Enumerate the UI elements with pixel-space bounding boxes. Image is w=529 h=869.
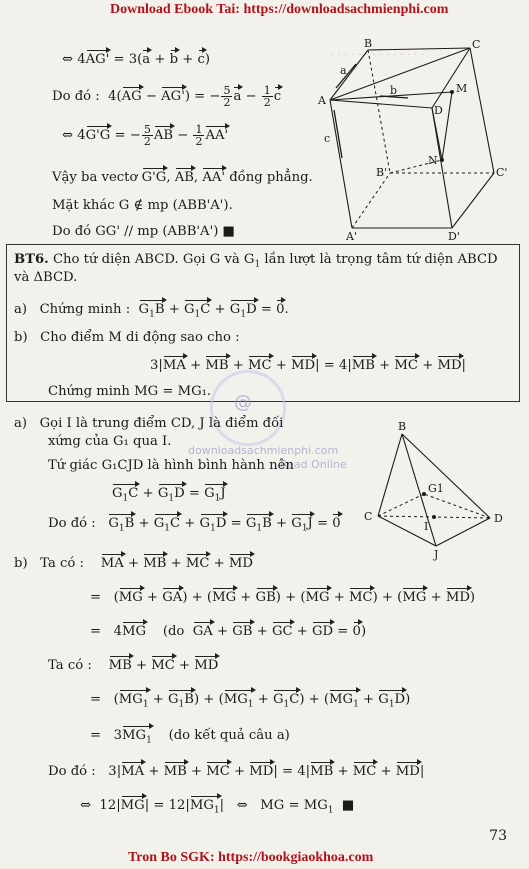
label-G1: G1 <box>428 482 444 495</box>
segment-CG1-hidden <box>378 494 424 516</box>
label-J: J <box>434 548 439 561</box>
label-C: C <box>472 38 481 51</box>
sol-a-prefix: a) <box>14 416 28 431</box>
label-D-prime: D' <box>448 230 460 243</box>
sol-a-result: Do đó : $G_1B + G_1C + G_1D = G_1B + G_1J = 0$ <box>48 516 341 537</box>
prism-figure <box>312 38 524 244</box>
label-I: I <box>424 520 429 533</box>
vector-c-arrow <box>334 110 342 158</box>
bt6-part-b-prove: Chứng minh MG = MG₁. <box>48 384 212 399</box>
edge-BB1-hidden <box>368 50 390 173</box>
label-vec-c: c <box>324 132 331 145</box>
sol-b-line7: Do đó : 3|MA + MB + MC + MD| = 4|MB + MC + MD| <box>48 764 425 779</box>
point-M <box>450 90 454 94</box>
bt6-statement-1b: lần lượt là trọng tâm tứ diện ABCD <box>264 252 498 267</box>
label-C: C <box>364 510 373 523</box>
eq-prefix: Do đó : <box>52 89 100 104</box>
eq-4AG-prime: ⇔ 4AG' = 3(a + b + c) <box>62 52 211 67</box>
point-G1 <box>422 492 426 496</box>
sol-b-line1: b) Ta có : MA + MB + MC + MD <box>14 556 253 571</box>
bt6-statement-line1: BT6. Cho tứ diện ABCD. Gọi G và $G_1$ lần lượt là trọng tâm tứ diện ABCD <box>14 252 498 270</box>
text-dong-phang: Vậy ba vectơ G'G, AB, AA' đồng phẳng. <box>52 170 313 185</box>
bt6-part-b <box>14 330 240 346</box>
label-A-prime: A' <box>346 230 357 243</box>
bt6-label: BT6. <box>14 252 49 267</box>
label-B: B <box>398 420 407 433</box>
label-N: N <box>428 154 438 167</box>
footer-banner[interactable]: Tron Bo SGK: https://bookgiaokhoa.com <box>128 850 374 865</box>
page-number: 73 <box>489 828 507 844</box>
edge-BC <box>378 434 402 516</box>
bt6-statement-1: Cho tứ diện ABCD. Gọi G và G <box>52 252 255 267</box>
watermark-tagline: Read Online <box>280 458 347 471</box>
point-N <box>440 158 444 162</box>
sol-a-do-do: Do đó : <box>48 516 96 531</box>
bt6-part-a: a) Chứng minh : $G_1B + G_1C + G_1D = 0$. <box>14 302 289 323</box>
sol-b-ta-co: Ta có : <box>40 556 84 571</box>
label-C-prime: C' <box>496 166 508 179</box>
label-A: A <box>318 94 326 107</box>
sol-b-line3: = 4MG (do GA + GB + GC + GD = 0) <box>90 624 367 639</box>
point-I <box>432 515 436 519</box>
header-banner[interactable]: Download Ebook Tai: https://downloadsachmienphi.com <box>110 2 449 17</box>
label-D: D <box>494 512 503 525</box>
edge-D1C1 <box>452 173 494 228</box>
sol-b-line4: Ta có : MB + MC + MD <box>48 658 219 673</box>
edge-JD <box>436 518 490 546</box>
sol-b-final: ⇔ $12|MG| = 12|MG_1|$ ⇔ MG = $MG_1$ ■ <box>80 798 354 819</box>
label-vec-a: a <box>340 64 347 77</box>
edge-BC <box>368 48 470 50</box>
text-mat-khac: Mặt khác G ∉ mp (ABB'A'). <box>52 198 233 213</box>
edge-AD <box>330 100 432 108</box>
watermark-site: downloadsachmienphi.com <box>188 444 339 457</box>
segment-DG1-hidden <box>424 494 490 518</box>
part-a-text: Chứng minh : <box>39 302 131 317</box>
sol-b-ta-co-2: Ta có : <box>48 658 92 673</box>
label-M: M <box>456 82 468 95</box>
bt6-statement-line2: và ΔBCD. <box>14 270 78 285</box>
edge-AA1 <box>330 100 352 228</box>
eq-do-do-1: Do đó : 4(AG − AG') = − $\frac{5}{2}$ a − $\frac{1}{2}$ c <box>52 84 282 109</box>
sol-b-line5: = $(MG_1 + G_1B) + (MG_1 + G_1C) + (MG_1 + G_1D)$ <box>90 692 410 713</box>
sol-a-line3: Tứ giác G₁CJD là hình bình hành nên <box>48 458 294 473</box>
text-conclusion-gg: Do đó GG' // mp (ABB'A') ■ <box>52 224 236 239</box>
edge-CC1 <box>470 48 494 173</box>
segment-NM <box>442 92 452 160</box>
part-b-prefix: b) <box>14 330 28 345</box>
watermark-at-icon: @ <box>234 392 252 413</box>
label-B: B <box>364 38 373 50</box>
sol-b-prefix: b) <box>14 556 28 571</box>
part-b-text: Cho điểm M di động sao cho : <box>40 330 240 345</box>
bleed-through-text: · · · · · · · · · · · · · · <box>330 48 425 61</box>
sol-b-do-do: Do đó : <box>48 764 96 779</box>
bt6-part-b-expr: 3|MA + MB + MC + MD| = 4|MB + MC + MD| <box>150 358 466 373</box>
sol-a-line2: xứng của G₁ qua I. <box>48 434 172 449</box>
label-vec-b: b <box>390 84 398 97</box>
eq-4GG: ⇔ 4G'G = − $\frac{5}{2}$ AB − $\frac{1}{2}$ AA' <box>62 123 229 148</box>
part-a-prefix: a) <box>14 302 28 317</box>
sol-b-line6: = $3MG_1$ (do kết quả câu a) <box>90 728 290 749</box>
tetrahedron-figure <box>358 420 520 562</box>
label-B-prime: B' <box>376 166 388 179</box>
sol-a-text1: Gọi I là trung điểm CD, J là điểm đối <box>39 416 284 431</box>
edge-A1B1-hidden <box>352 173 390 228</box>
sol-a-parallelogram-eq: $G_1C + G_1D = G_1J$ <box>112 486 226 507</box>
sol-a-line1 <box>14 416 283 432</box>
sol-b-line2: = (MG + GA) + (MG + GB) + (MG + MC) + (MG + MD) <box>90 590 476 605</box>
label-D: D <box>434 104 443 117</box>
